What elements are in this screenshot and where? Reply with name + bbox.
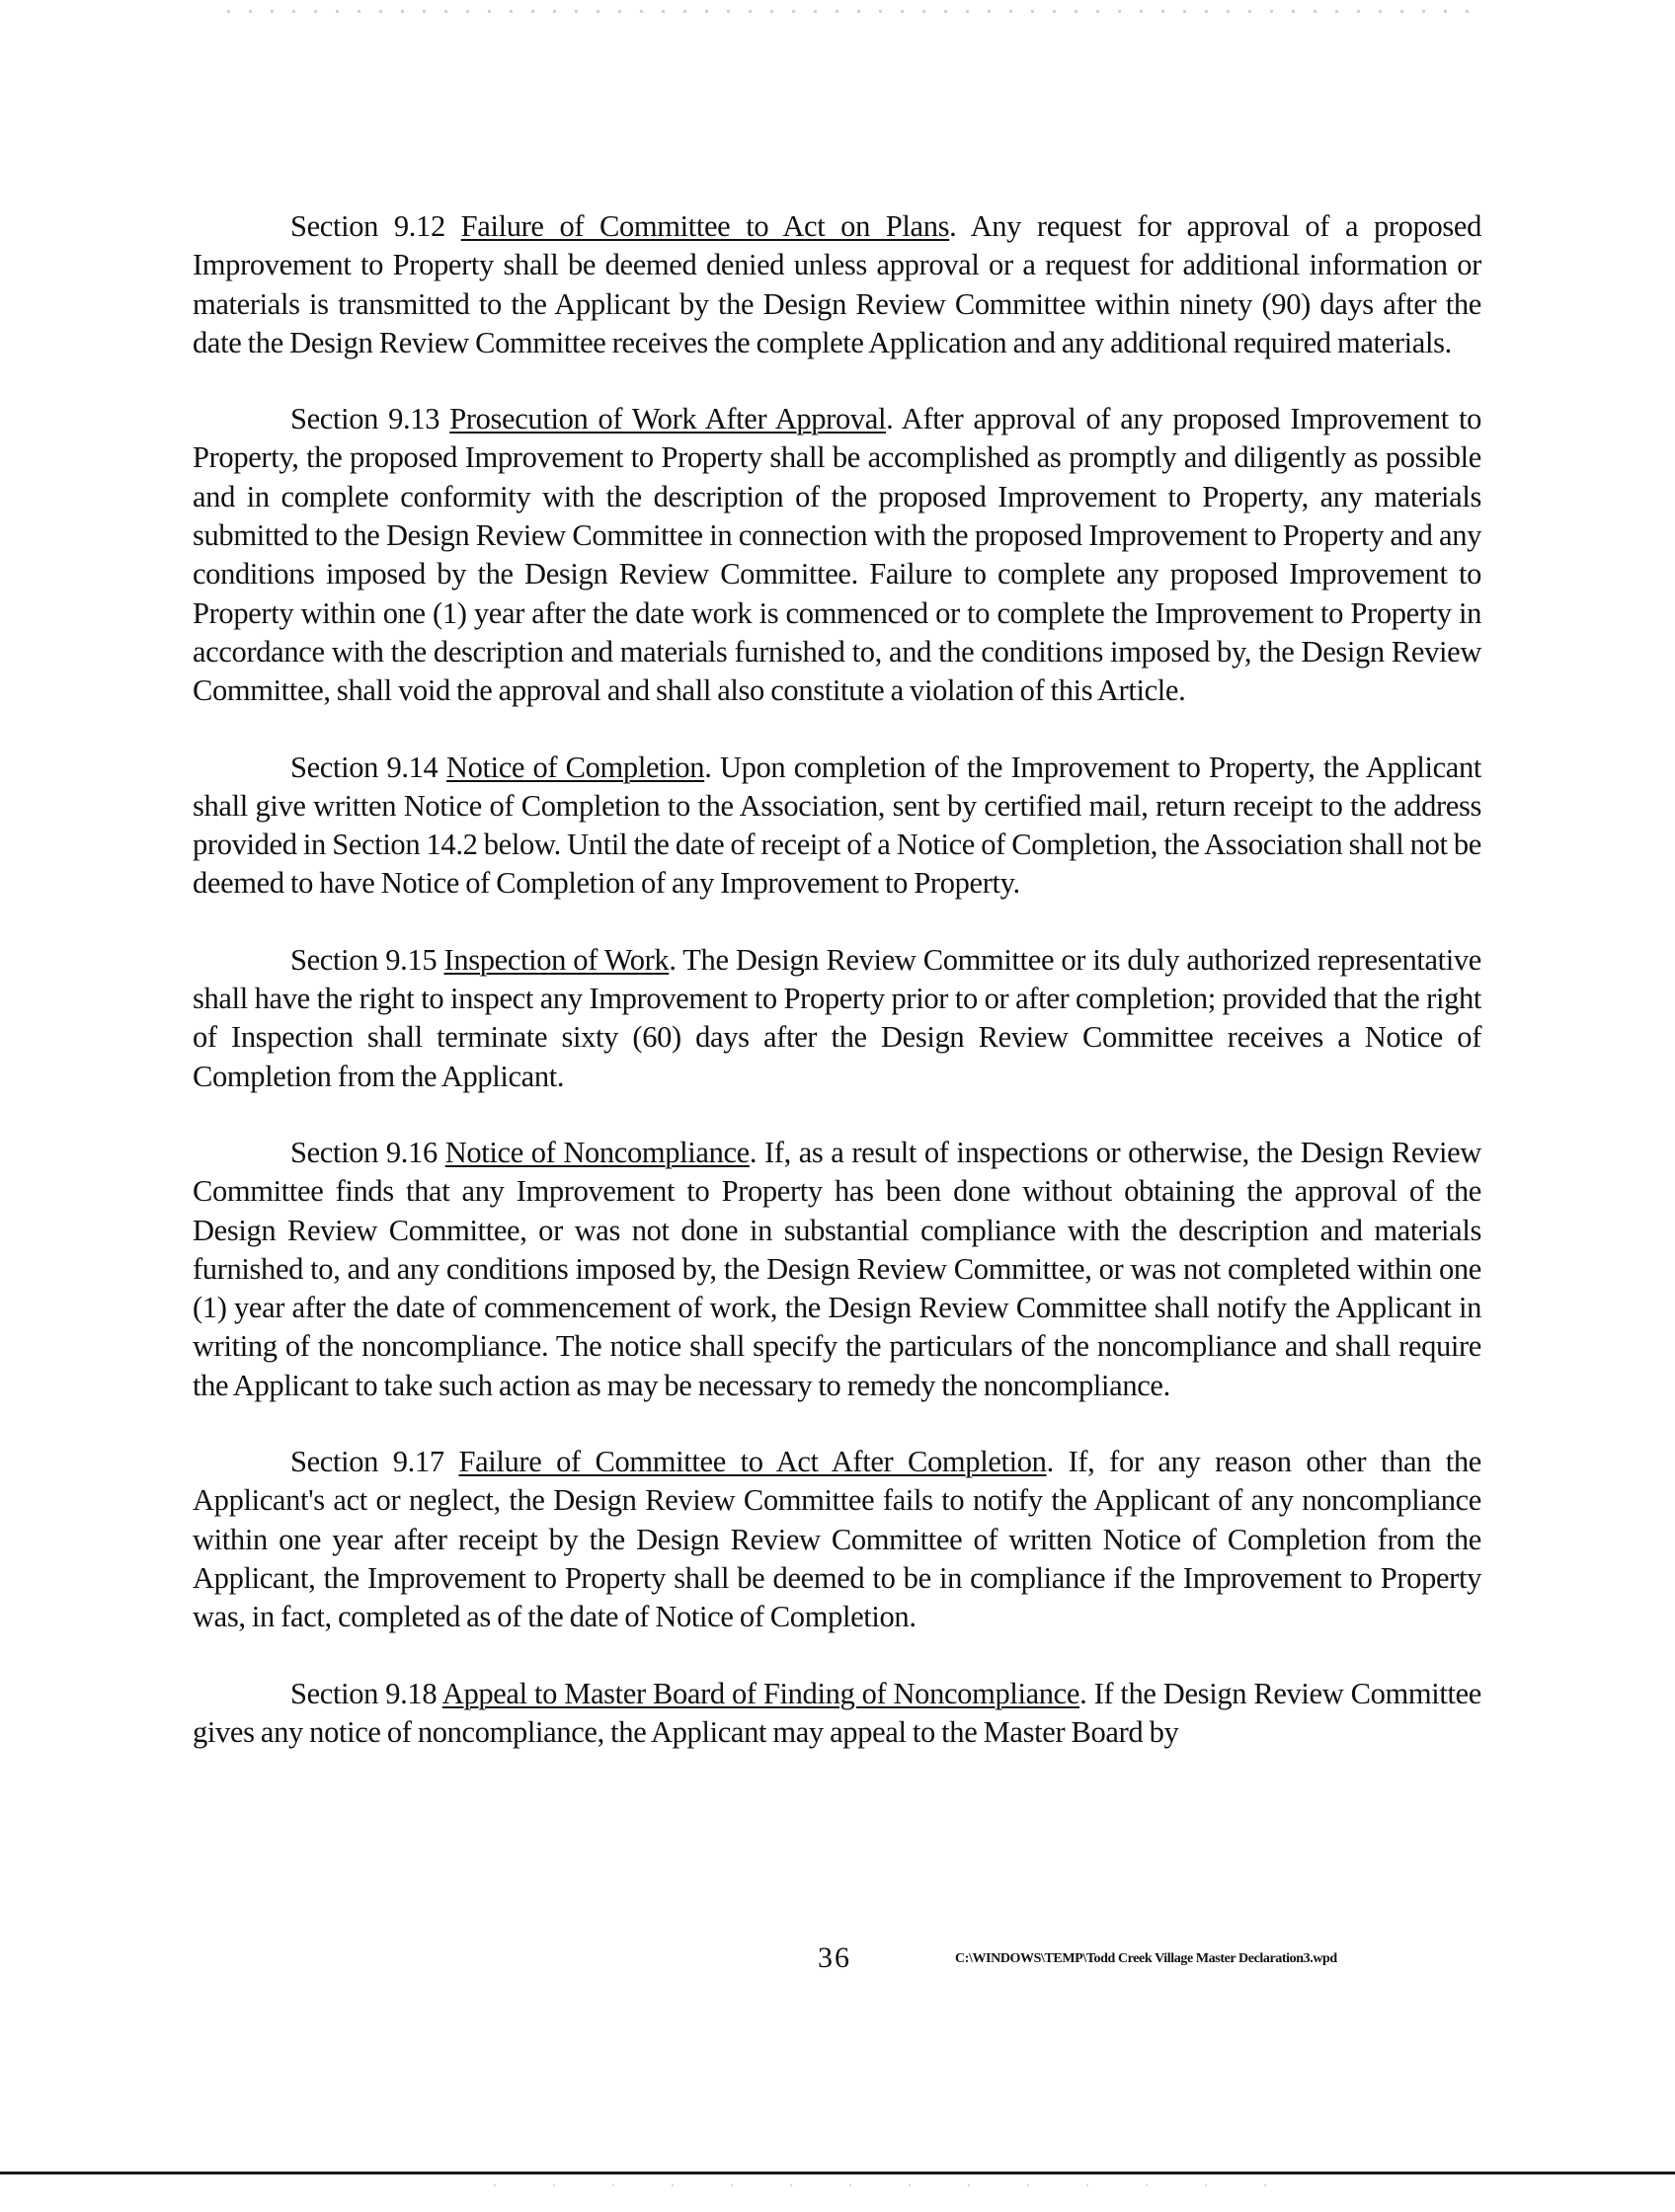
section-heading: Appeal to Master Board of Finding of Noncompliance [441, 1676, 1080, 1710]
scan-artifact-bottom [494, 2184, 1284, 2186]
document-body [193, 207, 1481, 1789]
section-9-16: Section 9.16 Notice of Noncompliance. If, as a result of inspections or otherwise, the Design Review Committee finds that any Improvement to Property has been done without obtaining the approval of the Design Review Committee, or was not done in substantial compliance with the description and materials furnished to, and any conditions imposed by, the Design Review Committee, or was not completed within one (1) year after the date of commencement of work, the Design Review Committee shall notify the Applicant in writing of the noncompliance. The notice shall specify the particulars of the noncompliance and shall require the Applicant to take such action as may be necessary to remedy the noncompliance. [193, 1135, 1481, 1402]
section-9-15: Section 9.15 Inspection of Work. The Design Review Committee or its duly authorized representative shall have the right to inspect any Improvement to Property prior to or after completion; provided that the right of Inspection shall terminate sixty (60) days after the Design Review Committee receives a Notice of Completion from the Applicant. [193, 942, 1481, 1093]
scan-artifact-top [227, 10, 1472, 13]
section-text: If, as a result of inspections or otherwise, the Design Review Committee finds that any Improvement to Property has been done without obtaining the approval of the Design Review Committee, or was not done in substantial compliance with the description and materials furnished to, and any conditions imposed by, the Design Review Committee, or was not completed within one (1) year after the date of commencement of work, the Design Review Committee shall notify the Applicant in writing of the noncompliance. The notice shall specify the particulars of the noncompliance and shall require the Applicant to take such action as may be necessary to remedy the noncompliance. [193, 1135, 1481, 1402]
section-9-12: Section 9.12 Failure of Committee to Act on Plans. Any request for approval of a proposed Improvement to Property shall be deemed denied unless approval or a request for additional information or materials is transmitted to the Applicant by the Design Review Committee within ninety (90) days after the date the Design Review Committee receives the complete Application and any additional required materials. [193, 209, 1481, 359]
section-number: Section 9.13 [290, 402, 440, 436]
section-text: If the Design Review Committee gives any notice of noncompliance, the Applicant may appeal to the Master Board by [193, 1676, 1481, 1749]
section-heading: Failure of Committee to Act After Completion [458, 1445, 1047, 1479]
section-heading: Notice of Noncompliance [444, 1135, 750, 1169]
section-text: Upon completion of the Improvement to Property, the Applicant shall give written Notice of Completion to the Association, sent by certified mail, return receipt to the address provided in Section 14.2 below. Until the date of receipt of a Notice of Completion, the Association shall not be deemed to have Notice of Completion of any Improvement to Property. [193, 750, 1481, 901]
section-text: If, for any reason other than the Applicant's act or neglect, the Design Review Committee fails to notify the Applicant of any noncompliance within one year after receipt by the Design Review Committee of written Notice of Completion from the Applicant, the Improvement to Property shall be deemed to be in compliance if the Improvement to Property was, in fact, completed as of the date of Notice of Completion. [193, 1445, 1481, 1634]
section-number: Section 9.14 [290, 750, 439, 784]
section-heading: Inspection of Work [443, 942, 670, 977]
section-number: Section 9.15 [290, 942, 438, 977]
section-text: After approval of any proposed Improvement to Property, the proposed Improvement to Property shall be accomplished as promptly and diligently as possible and in complete conformity with the description of the proposed Improvement to Property, any materials submitted to the Design Review Committee in connection with the proposed Improvement to Property and any conditions imposed by the Design Review Committee. Failure to complete any proposed Improvement to Property within one (1) year after the date work is commenced or to complete the Improvement to Property in accordance with the description and materials furnished to, and the conditions imposed by, the Design Review Committee, shall void the approval and shall also constitute a violation of this Article. [193, 402, 1481, 708]
section-text: Any request for approval of a proposed Improvement to Property shall be deemed denied unless approval or a request for additional information or materials is transmitted to the Applicant by the Design Review Committee within ninety (90) days after the date the Design Review Committee receives the complete Application and any additional required materials. [193, 209, 1481, 359]
bottom-rule-divider [0, 2172, 1675, 2174]
section-9-13: Section 9.13 Prosecution of Work After Approval. After approval of any proposed Improvement to Property, the proposed Improvement to Property shall be accomplished as promptly and diligently as possible and in complete conformity with the description of the proposed Improvement to Property, any materials submitted to the Design Review Committee in connection with the proposed Improvement to Property and any conditions imposed by the Design Review Committee. Failure to complete any proposed Improvement to Property within one (1) year after the date work is commenced or to complete the Improvement to Property in accordance with the description and materials furnished to, and the conditions imposed by, the Design Review Committee, shall void the approval and shall also constitute a violation of this Article. [193, 402, 1481, 708]
section-heading: Prosecution of Work After Approval [449, 402, 887, 436]
section-number: Section 9.17 [290, 1445, 444, 1479]
section-number: Section 9.16 [290, 1135, 438, 1169]
page-number: 36 [818, 1941, 851, 1974]
section-number: Section 9.12 [290, 209, 445, 243]
file-path-label: C:\WINDOWS\TEMP\Todd Creek Village Master Declaration3.wpd [955, 1951, 1337, 1966]
section-9-18: Section 9.18 Appeal to Master Board of Finding of Noncompliance. If the Design Review Committee gives any notice of noncompliance, the Applicant may appeal to the Master Board by [193, 1676, 1481, 1749]
section-text: The Design Review Committee or its duly authorized representative shall have the right to inspect any Improvement to Property prior to or after completion; provided that the right of Inspection shall terminate sixty (60) days after the Design Review Committee receives a Notice of Completion from the Applicant. [193, 942, 1481, 1093]
section-heading: Failure of Committee to Act on Plans [460, 209, 950, 243]
section-heading: Notice of Completion [445, 750, 705, 784]
section-9-17: Section 9.17 Failure of Committee to Act After Completion. If, for any reason other than the Applicant's act or neglect, the Design Review Committee fails to notify the Applicant of any noncompliance within one year after receipt by the Design Review Committee of written Notice of Completion from the Applicant, the Improvement to Property shall be deemed to be in compliance if the Improvement to Property was, in fact, completed as of the date of Notice of Completion. [193, 1445, 1481, 1634]
section-9-14: Section 9.14 Notice of Completion. Upon completion of the Improvement to Property, the Applicant shall give written Notice of Completion to the Association, sent by certified mail, return receipt to the address provided in Section 14.2 below. Until the date of receipt of a Notice of Completion, the Association shall not be deemed to have Notice of Completion of any Improvement to Property. [193, 750, 1481, 901]
page-footer [0, 1941, 1675, 1981]
section-number: Section 9.18 [290, 1676, 438, 1710]
